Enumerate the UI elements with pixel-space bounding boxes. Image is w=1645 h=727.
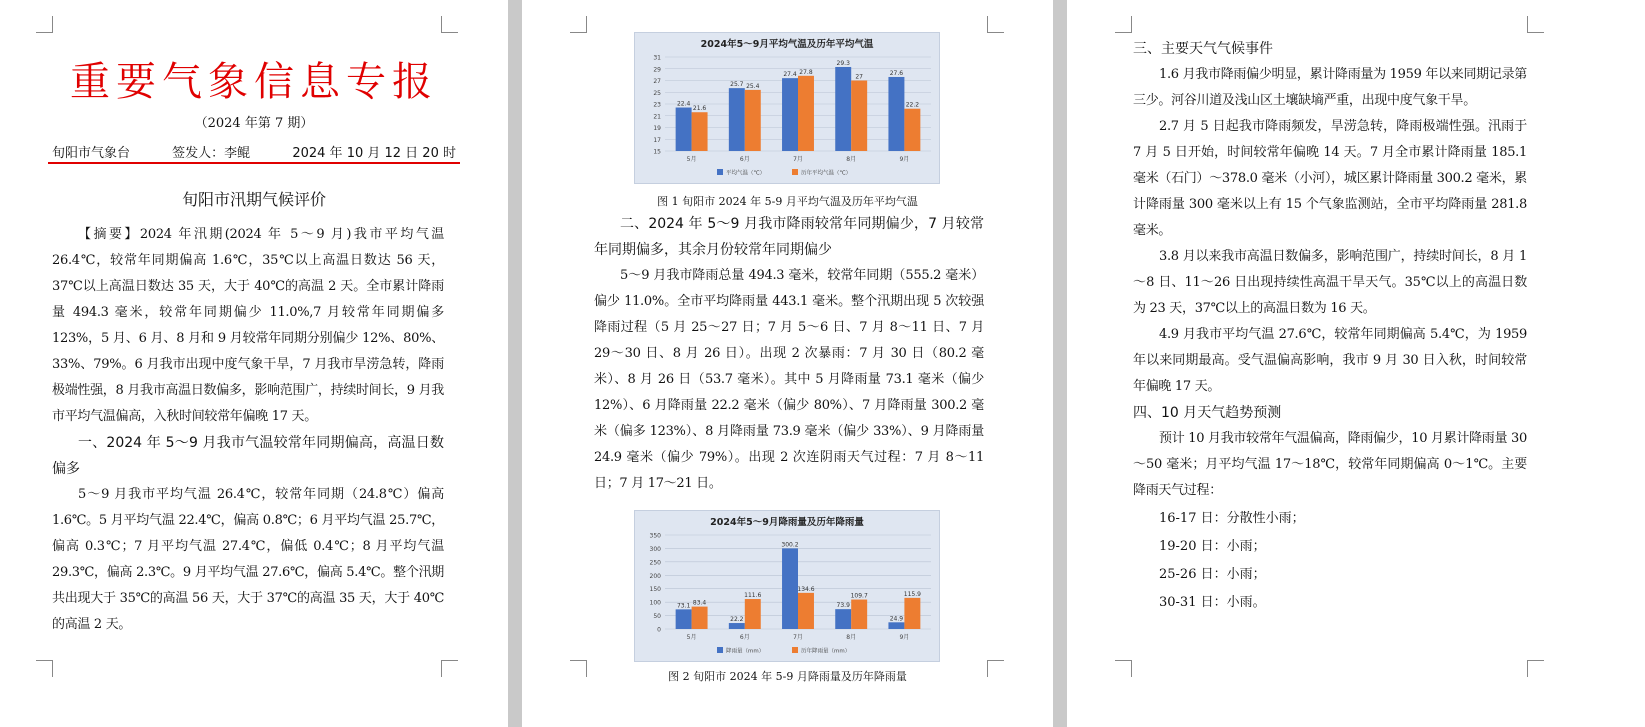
margin-mark xyxy=(987,16,1004,33)
bar-current xyxy=(835,609,851,629)
page-3 xyxy=(1067,0,1645,727)
data-label: 73.9 xyxy=(836,602,850,610)
bar-current xyxy=(835,67,851,151)
section-heading: 二、2024 年 5～9 月我市降雨较常年同期偏少，7 月较常年同期偏多，其余月份较常年同期偏少 xyxy=(594,216,984,258)
bar-normal xyxy=(692,112,708,151)
body-paragraph: 预计 10 月我市较常年气温偏高，降雨偏少，10 月累计降雨量 30～50 毫米；月平均气温 17～18℃，较常年同期偏高 0～1℃。主要降雨天气过程： xyxy=(1133,431,1527,498)
bar-normal xyxy=(904,598,920,629)
y-tick-label: 50 xyxy=(653,613,661,621)
data-label: 22.2 xyxy=(730,616,744,624)
data-label: 27.4 xyxy=(783,71,797,79)
body-paragraph: 3.8 月以来我市高温日数偏多，影响范围广，持续时间长，8 月 1～8 日、11～26 日出现持续性高温干旱天气。35℃以上的高温日数为 23 天，37℃以上的高温日数为 16 天。 xyxy=(1133,249,1527,316)
x-tick-label: 5月 xyxy=(686,156,697,163)
data-label: 24.9 xyxy=(889,615,904,623)
y-tick-label: 19 xyxy=(653,125,661,132)
bar-normal xyxy=(692,607,708,629)
y-tick-label: 23 xyxy=(653,101,661,109)
report-title: 重要气象信息专报 xyxy=(70,59,438,105)
margin-mark xyxy=(36,660,53,677)
y-tick-label: 27 xyxy=(653,78,661,85)
data-label: 22.4 xyxy=(676,100,691,108)
x-tick-label: 8月 xyxy=(846,634,857,641)
legend-label: 历年平均气温（℃） xyxy=(801,170,852,177)
issuer: 签发人：李鲲 xyxy=(172,146,251,161)
body-paragraph: 1.6 月我市降雨偏少明显，累计降雨量为 1959 年以来同期记录第三少。河谷川道及浅山区土壤缺墒严重，出现中度气象干旱。 xyxy=(1133,67,1527,108)
x-tick-label: 7月 xyxy=(793,634,803,641)
bar-current xyxy=(676,609,692,629)
y-tick-label: 250 xyxy=(649,559,661,567)
legend-swatch xyxy=(792,169,798,175)
data-label: 27.8 xyxy=(799,68,813,76)
y-tick-label: 31 xyxy=(653,54,661,62)
forecast-line: 25-26 日：小雨； xyxy=(1159,567,1266,582)
body-paragraph: 4.9 月我市平均气温 27.6℃，较常年同期偏高 5.4℃，为 1959 年以来同期最高。受气温偏高影响，我市 9 月 30 日入秋，时间较常年偏晚 17 天。 xyxy=(1133,327,1527,394)
issue-number: （2024 年第 7 期） xyxy=(194,116,314,131)
forecast-line: 30-31 日：小雨。 xyxy=(1159,595,1266,610)
x-tick-label: 8月 xyxy=(846,156,857,163)
bar-current xyxy=(888,622,904,629)
x-tick-label: 6月 xyxy=(739,156,750,163)
margin-mark xyxy=(1527,16,1544,33)
bar-normal xyxy=(851,81,867,152)
issuing-org: 旬阳市气象台 xyxy=(52,146,131,161)
bar-current xyxy=(888,77,904,151)
bar-current xyxy=(782,78,798,151)
y-tick-label: 0 xyxy=(657,626,661,634)
data-label: 27 xyxy=(855,73,864,81)
rainfall-chart xyxy=(634,510,940,662)
data-label: 25.4 xyxy=(746,82,760,90)
chart-title: 2024年5～9月平均气温及历年平均气温 xyxy=(700,39,874,50)
bar-current xyxy=(782,548,798,629)
forecast-line: 16-17 日：分散性小雨； xyxy=(1159,511,1305,526)
bar-current xyxy=(729,88,745,151)
x-tick-label: 7月 xyxy=(793,156,803,163)
bar-normal xyxy=(745,599,761,629)
data-label: 25.7 xyxy=(730,81,744,89)
x-tick-label: 9月 xyxy=(899,634,910,641)
red-divider xyxy=(48,162,460,164)
y-tick-label: 100 xyxy=(649,599,661,607)
page-1 xyxy=(0,0,508,727)
data-label: 29.3 xyxy=(836,59,850,67)
figure-caption: 图 1 旬阳市 2024 年 5-9 月平均气温及历年平均气温 xyxy=(657,195,918,208)
bar-normal xyxy=(798,593,814,629)
section-heading: 四、10 月天气趋势预测 xyxy=(1133,405,1282,421)
section-heading: 一、2024 年 5～9 月我市气温较常年同期偏高，高温日数偏多 xyxy=(52,435,444,477)
forecast-line: 19-20 日：小雨； xyxy=(1159,539,1266,554)
y-tick-label: 300 xyxy=(649,545,661,553)
legend-label: 历年降雨量（mm） xyxy=(801,648,851,655)
y-tick-label: 200 xyxy=(649,572,661,580)
report-subtitle: 旬阳市汛期气候评价 xyxy=(181,190,326,209)
issue-datetime: 2024 年 10 月 12 日 20 时 xyxy=(292,146,456,161)
bar-current xyxy=(729,623,745,629)
data-label: 21.6 xyxy=(692,105,707,113)
data-label: 22.2 xyxy=(905,101,920,109)
legend-swatch xyxy=(717,169,723,175)
x-tick-label: 6月 xyxy=(739,634,750,641)
data-label: 115.9 xyxy=(903,590,921,598)
margin-mark xyxy=(1115,16,1132,33)
page3-body xyxy=(1133,36,1527,616)
data-label: 27.6 xyxy=(889,69,904,77)
body-paragraph: 5～9 月我市平均气温 26.4℃，较常年同期（24.8℃）偏高 1.6℃。5 月平均气温 22.4℃，偏高 0.8℃；6 月平均气温 25.7℃，偏高 0.3℃；7 月平均气温 27.4℃，偏低 0.4℃；8 月平均气温 29.3℃，偏高 2.3℃。9 月平均气温 27.6℃，偏高 5.4℃。整个汛期共出现大于 35℃的高温 56 天，大于 37℃的高温 35 天，大于 40℃的高温 2 天。 xyxy=(52,487,444,632)
margin-mark xyxy=(1527,660,1544,677)
y-tick-label: 350 xyxy=(649,532,661,540)
margin-mark xyxy=(1115,660,1132,677)
legend-swatch xyxy=(717,647,723,653)
section-heading: 三、主要天气气候事件 xyxy=(1133,41,1273,57)
margin-mark xyxy=(441,16,458,33)
bar-current xyxy=(676,108,692,151)
y-tick-label: 150 xyxy=(649,586,661,594)
figure-caption: 图 2 旬阳市 2024 年 5-9 月降雨量及历年降雨量 xyxy=(668,670,907,683)
page-gutter xyxy=(508,0,522,727)
x-tick-label: 5月 xyxy=(686,634,697,641)
report-meta xyxy=(52,142,456,161)
bar-normal xyxy=(745,90,761,151)
temperature-chart-svg xyxy=(635,33,939,183)
page-2 xyxy=(522,0,1053,727)
data-label: 300.2 xyxy=(781,541,799,549)
temperature-chart xyxy=(634,32,940,184)
bar-normal xyxy=(851,600,867,629)
y-tick-label: 15 xyxy=(653,148,661,156)
page1-body xyxy=(52,222,444,638)
legend-label: 平均气温（℃） xyxy=(726,170,766,177)
data-label: 83.4 xyxy=(692,599,707,607)
legend-label: 降雨量（mm） xyxy=(726,648,765,655)
margin-mark xyxy=(441,660,458,677)
margin-mark xyxy=(36,16,53,33)
data-label: 134.6 xyxy=(797,585,815,593)
y-tick-label: 29 xyxy=(653,66,661,74)
data-label: 111.6 xyxy=(744,592,762,600)
body-paragraph: 5～9 月我市降雨总量 494.3 毫米，较常年同期（555.2 毫米）偏少 11.0%。全市平均降雨量 443.1 毫米。整个汛期出现 5 次较强降雨过程（5 月 25～27 日；7 月 5～6 日、7 月 8～11 日、7 月 29～30 日、8 月 26 日）。出现 2 次暴雨：7 月 30 日（80.2 毫米）、8 月 26 日（53.7 毫米）。其中 5 月降雨量 73.1 毫米（偏少 12%）、6 月降雨量 22.2 毫米（偏少 80%）、7 月降雨量 300.2 毫米（偏多 123%）、8 月降雨量 73.9 毫米（偏少 33%）、9 月降雨量 24.9 毫米（偏少 79%）。出现 2 次连阴雨天气过程：7 月 8～11 日；7 月 17～21 日。 xyxy=(594,268,984,491)
x-tick-label: 9月 xyxy=(899,156,910,163)
data-label: 73.1 xyxy=(676,602,691,610)
y-tick-label: 21 xyxy=(653,113,661,121)
abstract-paragraph: 【摘要】2024 年汛期(2024 年 5～9 月)我市平均气温 26.4℃，较常年同期偏高 1.6℃，35℃以上高温日数达 56 天，37℃以上高温日数达 35 天，大于 40℃的高温 2 天。全市累计降雨量 494.3 毫米，较常年同期偏少 11.0%,7 月较常年同期偏多 123%，5 月、6 月、8 月和 9 月较常年同期分别偏少 12%、80%、33%、79%。6 月我市出现中度气象干旱，7 月我市旱涝急转，降雨极端性强，8 月我市高温日数偏多，影响范围广，持续时间长，9 月我市平均气温偏高，入秋时间较常年偏晚 17 天。 xyxy=(52,227,444,424)
bar-normal xyxy=(904,109,920,151)
margin-mark xyxy=(570,16,587,33)
rainfall-chart-svg xyxy=(635,511,939,661)
page-gutter xyxy=(1053,0,1067,727)
bar-normal xyxy=(798,76,814,151)
y-tick-label: 25 xyxy=(653,89,661,97)
legend-swatch xyxy=(792,647,798,653)
body-paragraph: 2.7 月 5 日起我市降雨频发，旱涝急转，降雨极端性强。汛雨于 7 月 5 日开始，时间较常年偏晚 14 天。7 月全市累计降雨量 185.1 毫米（石门）～378.0 毫米（小河），城区累计降雨量 300.2 毫米，累计降雨量 300 毫米以上有 15 个气象监测站，全市平均降雨量 281.8 毫米。 xyxy=(1133,119,1527,238)
data-label: 109.7 xyxy=(850,592,868,600)
chart-title: 2024年5～9月降雨量及历年降雨量 xyxy=(710,517,864,528)
y-tick-label: 17 xyxy=(653,136,661,144)
page2-body xyxy=(594,211,984,497)
